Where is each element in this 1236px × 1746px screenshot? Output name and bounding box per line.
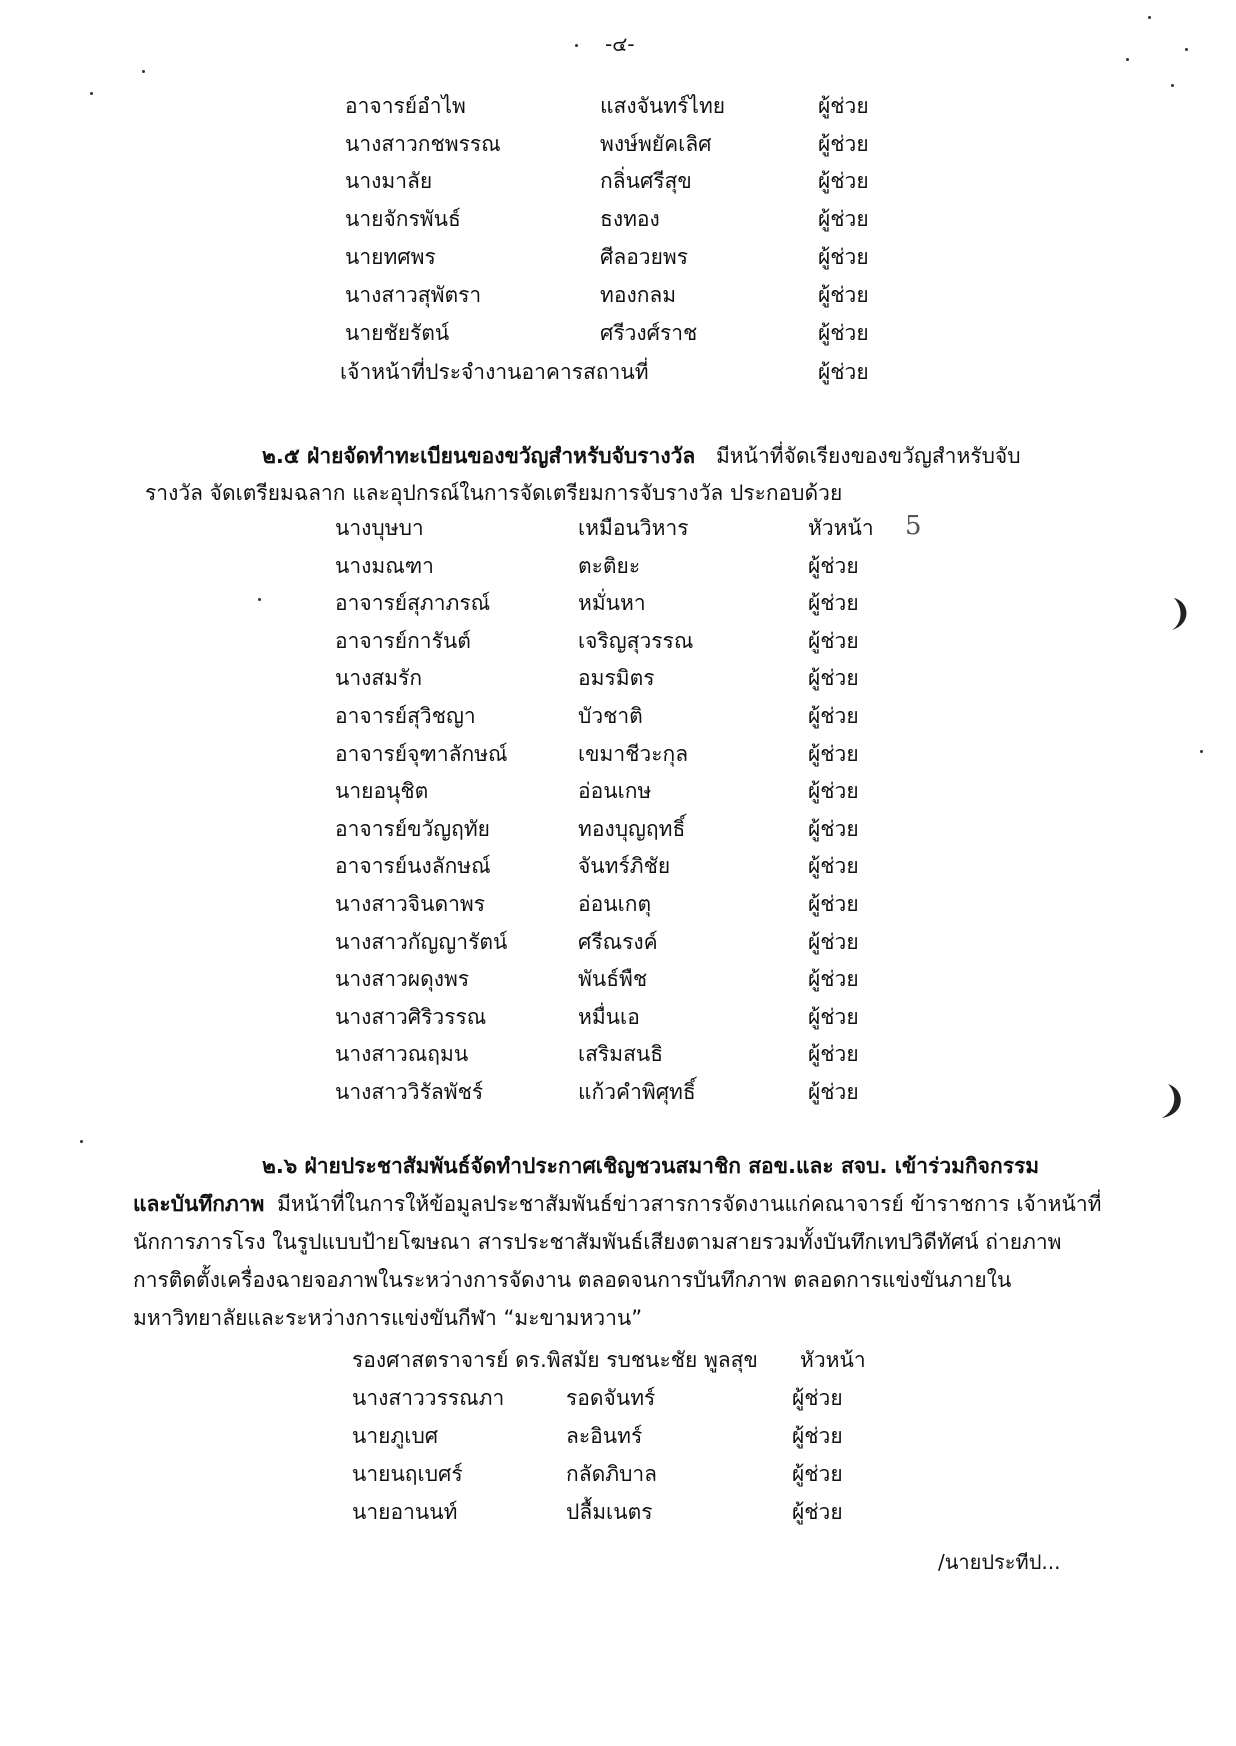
person-surname: หมื่นเอ [578, 1005, 640, 1029]
person-name: อาจารย์สุภาภรณ์ [335, 591, 491, 615]
scan-speck [80, 1140, 83, 1143]
person-role: ผู้ช่วย [792, 1386, 843, 1410]
handwritten-mark: 5 [905, 511, 922, 541]
person-surname: กลิ่นศรีสุข [600, 169, 692, 193]
section-26-line5: มหาวิทยาลัยและระหว่างการแข่งขันกีฬา “มะขามหวาน” [133, 1306, 643, 1330]
person-role: ผู้ช่วย [808, 779, 859, 803]
person-surname: ละอินทร์ [566, 1424, 643, 1448]
staff-name: เจ้าหน้าที่ประจำงานอาคารสถานที่ [340, 360, 649, 384]
punch-hole-mark [1152, 1082, 1188, 1120]
person-role: ผู้ช่วย [818, 169, 869, 193]
person-role: ผู้ช่วย [808, 629, 859, 653]
person-name: นางสาวกชพรรณ [345, 132, 501, 156]
person-role: ผู้ช่วย [792, 1500, 843, 1524]
person-surname: อ่อนเกตุ [578, 892, 652, 916]
section-25-desc: มีหน้าที่จัดเรียงของขวัญสำหรับจับ [715, 444, 1021, 468]
person-name: นางมาลัย [345, 169, 433, 193]
scan-speck [142, 70, 145, 73]
scan-speck [1200, 750, 1203, 753]
section-25-heading: ๒.๕ ฝ่ายจัดทำทะเบียนของขวัญสำหรับจับรางวัล [262, 444, 696, 468]
person-role: ผู้ช่วย [808, 854, 859, 878]
person-role: ผู้ช่วย [818, 321, 869, 345]
person-name: นายอนุชิต [335, 779, 429, 803]
person-role: ผู้ช่วย [818, 245, 869, 269]
person-surname: แก้วคำพิศุทธิ์ [578, 1080, 696, 1104]
person-surname: กลัดภิบาล [566, 1462, 658, 1486]
continuation-text: /นายประทีป... [938, 1550, 1061, 1574]
person-surname: หมั่นหา [578, 591, 646, 615]
scan-speck [1185, 48, 1188, 51]
person-role: ผู้ช่วย [808, 666, 859, 690]
person-name: นางสาววรรณภา [352, 1386, 505, 1410]
person-role: ผู้ช่วย [818, 132, 869, 156]
person-role: ผู้ช่วย [808, 742, 859, 766]
person-name: อาจารย์จุฑาลักษณ์ [335, 742, 508, 766]
person-role: ผู้ช่วย [808, 930, 859, 954]
person-name: อาจารย์นงลักษณ์ [335, 854, 491, 878]
person-name: นายจักรพันธ์ [345, 207, 461, 231]
person-surname: ศรีณรงค์ [578, 930, 658, 954]
section-25-line1 [262, 437, 1021, 475]
person-surname: พงษ์พยัคเลิศ [600, 132, 712, 156]
page-number: -๔- [605, 32, 635, 56]
person-surname: ตะติยะ [578, 554, 641, 578]
person-role: ผู้ช่วย [808, 1080, 859, 1104]
person-surname: อ่อนเกษ [578, 779, 652, 803]
person-surname: ทองกลม [600, 283, 677, 307]
section-26-line2-rest: มีหน้าที่ในการให้ข้อมูลประชาสัมพันธ์ข่าวสารการจัดงานแก่คณาจารย์ ข้าราชการ เจ้าหน้าที่ [277, 1192, 1102, 1216]
person-role: ผู้ช่วย [792, 1424, 843, 1448]
section-26-line2-bold: และบันทึกภาพ [133, 1192, 265, 1216]
person-surname: อมรมิตร [578, 666, 655, 690]
person-name: อาจารย์ขวัญฤทัย [335, 817, 490, 841]
person-role: ผู้ช่วย [808, 817, 859, 841]
person-surname: เสริมสนธิ [578, 1042, 664, 1066]
person-surname: ทองบุญฤทธิ์ [578, 817, 686, 841]
scan-speck [1171, 84, 1174, 87]
person-surname: ปลื้มเนตร [566, 1500, 653, 1524]
person-role: ผู้ช่วย [808, 704, 859, 728]
person-name: นางบุษบา [335, 516, 424, 540]
person-role: ผู้ช่วย [808, 554, 859, 578]
person-surname: รอดจันทร์ [566, 1386, 656, 1410]
section-25-line2: รางวัล จัดเตรียมฉลาก และอุปกรณ์ในการจัดเตรียมการจับรางวัล ประกอบด้วย [145, 481, 843, 505]
person-name: นางสาวศิริวรรณ [335, 1005, 487, 1029]
person-role: ผู้ช่วย [808, 1005, 859, 1029]
person-name: อาจารย์สุวิชญา [335, 704, 476, 728]
section-26-line3: นักการภารโรง ในรูปแบบป้ายโฆษณา สารประชาสัมพันธ์เสียงตามสายรวมทั้งบันทึกเทปวิดีทัศน์ ถ่ายภาพ [133, 1230, 1062, 1254]
person-surname: แสงจันทร์ไทย [600, 94, 726, 118]
person-surname: ศีลอวยพร [600, 245, 689, 269]
person-name: นางมณฑา [335, 554, 434, 578]
scan-speck [258, 598, 261, 601]
person-surname: ศรีวงศ์ราช [600, 321, 698, 345]
person-role: ผู้ช่วย [818, 207, 869, 231]
scan-speck [1126, 58, 1129, 61]
person-name: นางสาวผดุงพร [335, 967, 470, 991]
person-role: หัวหน้า [808, 516, 874, 540]
scan-speck [90, 92, 93, 95]
person-surname: เจริญสุวรรณ [578, 629, 694, 653]
person-role: ผู้ช่วย [792, 1462, 843, 1486]
person-name: อาจารย์การันต์ [335, 629, 471, 653]
person-role: ผู้ช่วย [808, 1042, 859, 1066]
person-name: นายภูเบศ [352, 1424, 439, 1448]
section-26-line2 [133, 1185, 1101, 1223]
person-name: นายอานนท์ [352, 1500, 458, 1524]
person-name: นายชัยรัตน์ [345, 321, 450, 345]
person-surname: พันธ์พืช [578, 967, 648, 991]
person-name: นายนฤเบศร์ [352, 1462, 463, 1486]
person-name: นางสาวจินดาพร [335, 892, 486, 916]
person-name: นางสาววิรัลพัชร์ [335, 1080, 484, 1104]
person-role: ผู้ช่วย [808, 967, 859, 991]
person-name: นายทศพร [345, 245, 436, 269]
person-role: ผู้ช่วย [808, 892, 859, 916]
scan-speck [575, 44, 578, 47]
person-role: ผู้ช่วย [818, 94, 869, 118]
section-26-line4: การติดตั้งเครื่องฉายจอภาพในระหว่างการจัดงาน ตลอดจนการบันทึกภาพ ตลอดการแข่งขันภายใน [133, 1268, 1012, 1292]
person-role: ผู้ช่วย [818, 360, 869, 384]
person-name: อาจารย์อำไพ [345, 94, 466, 118]
person-surname: เหมือนวิหาร [578, 516, 689, 540]
punch-hole-mark [1160, 596, 1194, 632]
person-name: นางสาวสุพัตรา [345, 283, 482, 307]
person-surname: จันทร์ภิชัย [578, 854, 671, 878]
person-role: ผู้ช่วย [808, 591, 859, 615]
head-name: รองศาสตราจารย์ ดร.พิสมัย รบชนะชัย พูลสุข [352, 1348, 758, 1372]
person-surname: เขมาชีวะกุล [578, 742, 689, 766]
person-role: ผู้ช่วย [818, 283, 869, 307]
scan-speck [1148, 16, 1151, 19]
person-role: หัวหน้า [800, 1348, 866, 1372]
person-name: นางสาวณฤมน [335, 1042, 469, 1066]
person-surname: บัวชาติ [578, 704, 643, 728]
section-26-heading: ๒.๖ ฝ่ายประชาสัมพันธ์จัดทำประกาศเชิญชวนสมาชิก สอข.และ สจบ. เข้าร่วมกิจกรรม [262, 1154, 1040, 1178]
person-name: นางสมรัก [335, 666, 423, 690]
person-name: นางสาวกัญญารัตน์ [335, 930, 508, 954]
person-surname: ธงทอง [600, 207, 660, 231]
